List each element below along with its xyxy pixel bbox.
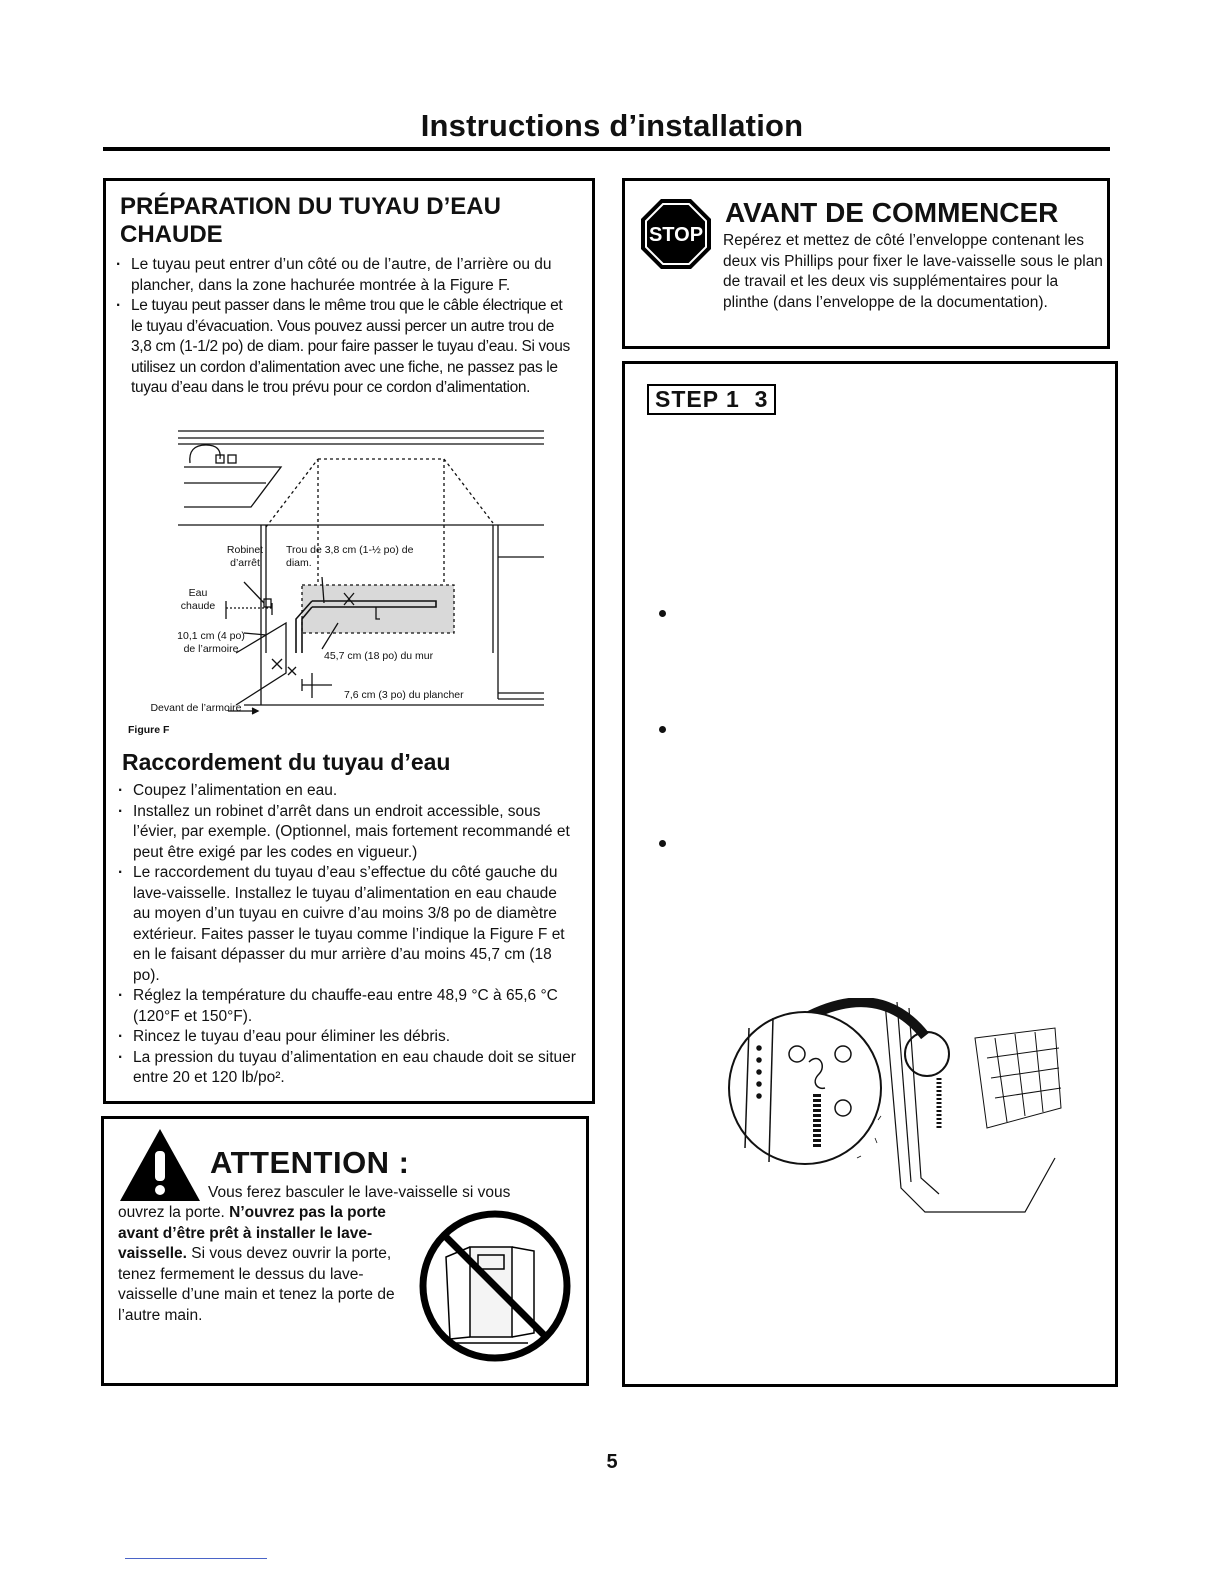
attention-warning-bold: N’ouvrez pas la porte avant d’être prêt à installer le lave-vaisselle. [118,1204,386,1262]
list-item: · Réglez la température du chauffe-eau entre 48,9 °C à 65,6 °C (120°F et 150°F). [116,986,576,1027]
connection-bullets [116,781,576,1089]
list-item: · Le tuyau peut entrer d’un côté ou de l’autre, de l’arrière ou du plancher, dans la zone hachurée montrée à la Figure F. [114,255,574,296]
bullet-dot [659,726,666,733]
step-section [622,361,1118,1387]
page-title: Instructions d’installation [420,108,804,143]
hot-water-title: PRÉPARATION DU TUYAU D’EAU CHAUDE [120,193,501,248]
list-item: · La pression du tuyau d’alimentation en eau chaude doit se situer entre 20 et 120 lb/po². [116,1048,576,1089]
attention-line-2: ouvrez la porte. [118,1204,225,1221]
avant-title: AVANT DE COMMENCER [725,197,1059,228]
list-item: · Coupez l’alimentation en eau. [116,781,576,802]
stop-sign-icon [639,197,713,271]
title-rule [103,147,1110,151]
figure-caption: Figure F [128,724,170,736]
label-front: Devant de l’armoire [150,702,242,714]
avant-text: Repérez et mettez de côté l’enveloppe contenant les deux vis Phillips pour fixer le lave-vaisselle sous le plan de travail et les deux vis supplémentaires pour la plinthe (dans l’enveloppe de la documentation). [723,232,1103,311]
label-robinet: Robinet d’arrêt [226,544,264,569]
attention-line-3: Si vous devez ouvrir la porte, tenez fermement le dessus du lave-vaisselle d’une main et tenez la porte de l’autre main. [118,1245,395,1324]
attention-title: ATTENTION : [210,1145,410,1180]
attention-body [118,1203,398,1326]
label-floor-distance: 7,6 cm (3 po) du plancher [344,689,464,701]
label-cabinet-distance: 10,1 cm (4 po) de l’armoire [177,630,245,655]
attention-section [101,1116,589,1386]
figure-f-diagram [126,423,546,723]
warning-triangle-icon [118,1127,202,1203]
list-item: · Installez un robinet d’arrêt dans un endroit accessible, sous l’évier, par exemple. (Optionnel, mais fortement recommandé et peut être exigé par les codes en vigueur.) [116,802,576,864]
label-wall-distance: 45,7 cm (18 po) du mur [324,650,434,662]
hot-water-section [103,178,595,1104]
bullet-dot [659,610,666,617]
footer-link-underline[interactable] [125,1558,267,1559]
avant-section [622,178,1110,349]
list-item: · Le tuyau peut passer dans le même trou que le câble électrique et le tuyau d’évacuation. Vous pouvez aussi percer un autre trou de 3,8 cm (1-1/2 po) de diam. pour faire passer le tuyau d’eau. Si vous utilisez un cordon d’alimentation avec une fiche, ne passez pas le tuyau d’eau dans le trou prévu pour ce cordon d’alimentation. [114,296,574,399]
bullet-dot [659,840,666,847]
label-trou: Trou de 3,8 cm (1-½ po) de diam. [286,544,414,569]
connection-title: Raccordement du tuyau d’eau [122,749,451,775]
label-eau-chaude: Eau chaude [180,587,216,612]
no-open-door-icon [416,1207,574,1365]
list-item: · Rincez le tuyau d’eau pour éliminer les débris. [116,1027,576,1048]
stop-label: STOP [648,224,704,246]
hot-water-bullets [114,255,574,399]
list-item: · Le raccordement du tuyau d’eau s’effectue du côté gauche du lave-vaisselle. Installez le tuyau d’alimentation en eau chaude au moyen d’un tuyau en cuivre d’au moins 3/8 po de diamètre extérieur. Faites passer le tuyau comme l’indique la Figure F et en le faisant dépasser du mur arrière d’au moins 45,7 cm (18 po). [116,863,576,986]
dishwasher-spring-illustration [725,998,1065,1228]
step-label: STEP 1 3 [647,384,776,415]
page-number: 5 [606,1451,618,1473]
attention-line-1: Vous ferez basculer le lave-vaisselle si vous [208,1184,511,1201]
